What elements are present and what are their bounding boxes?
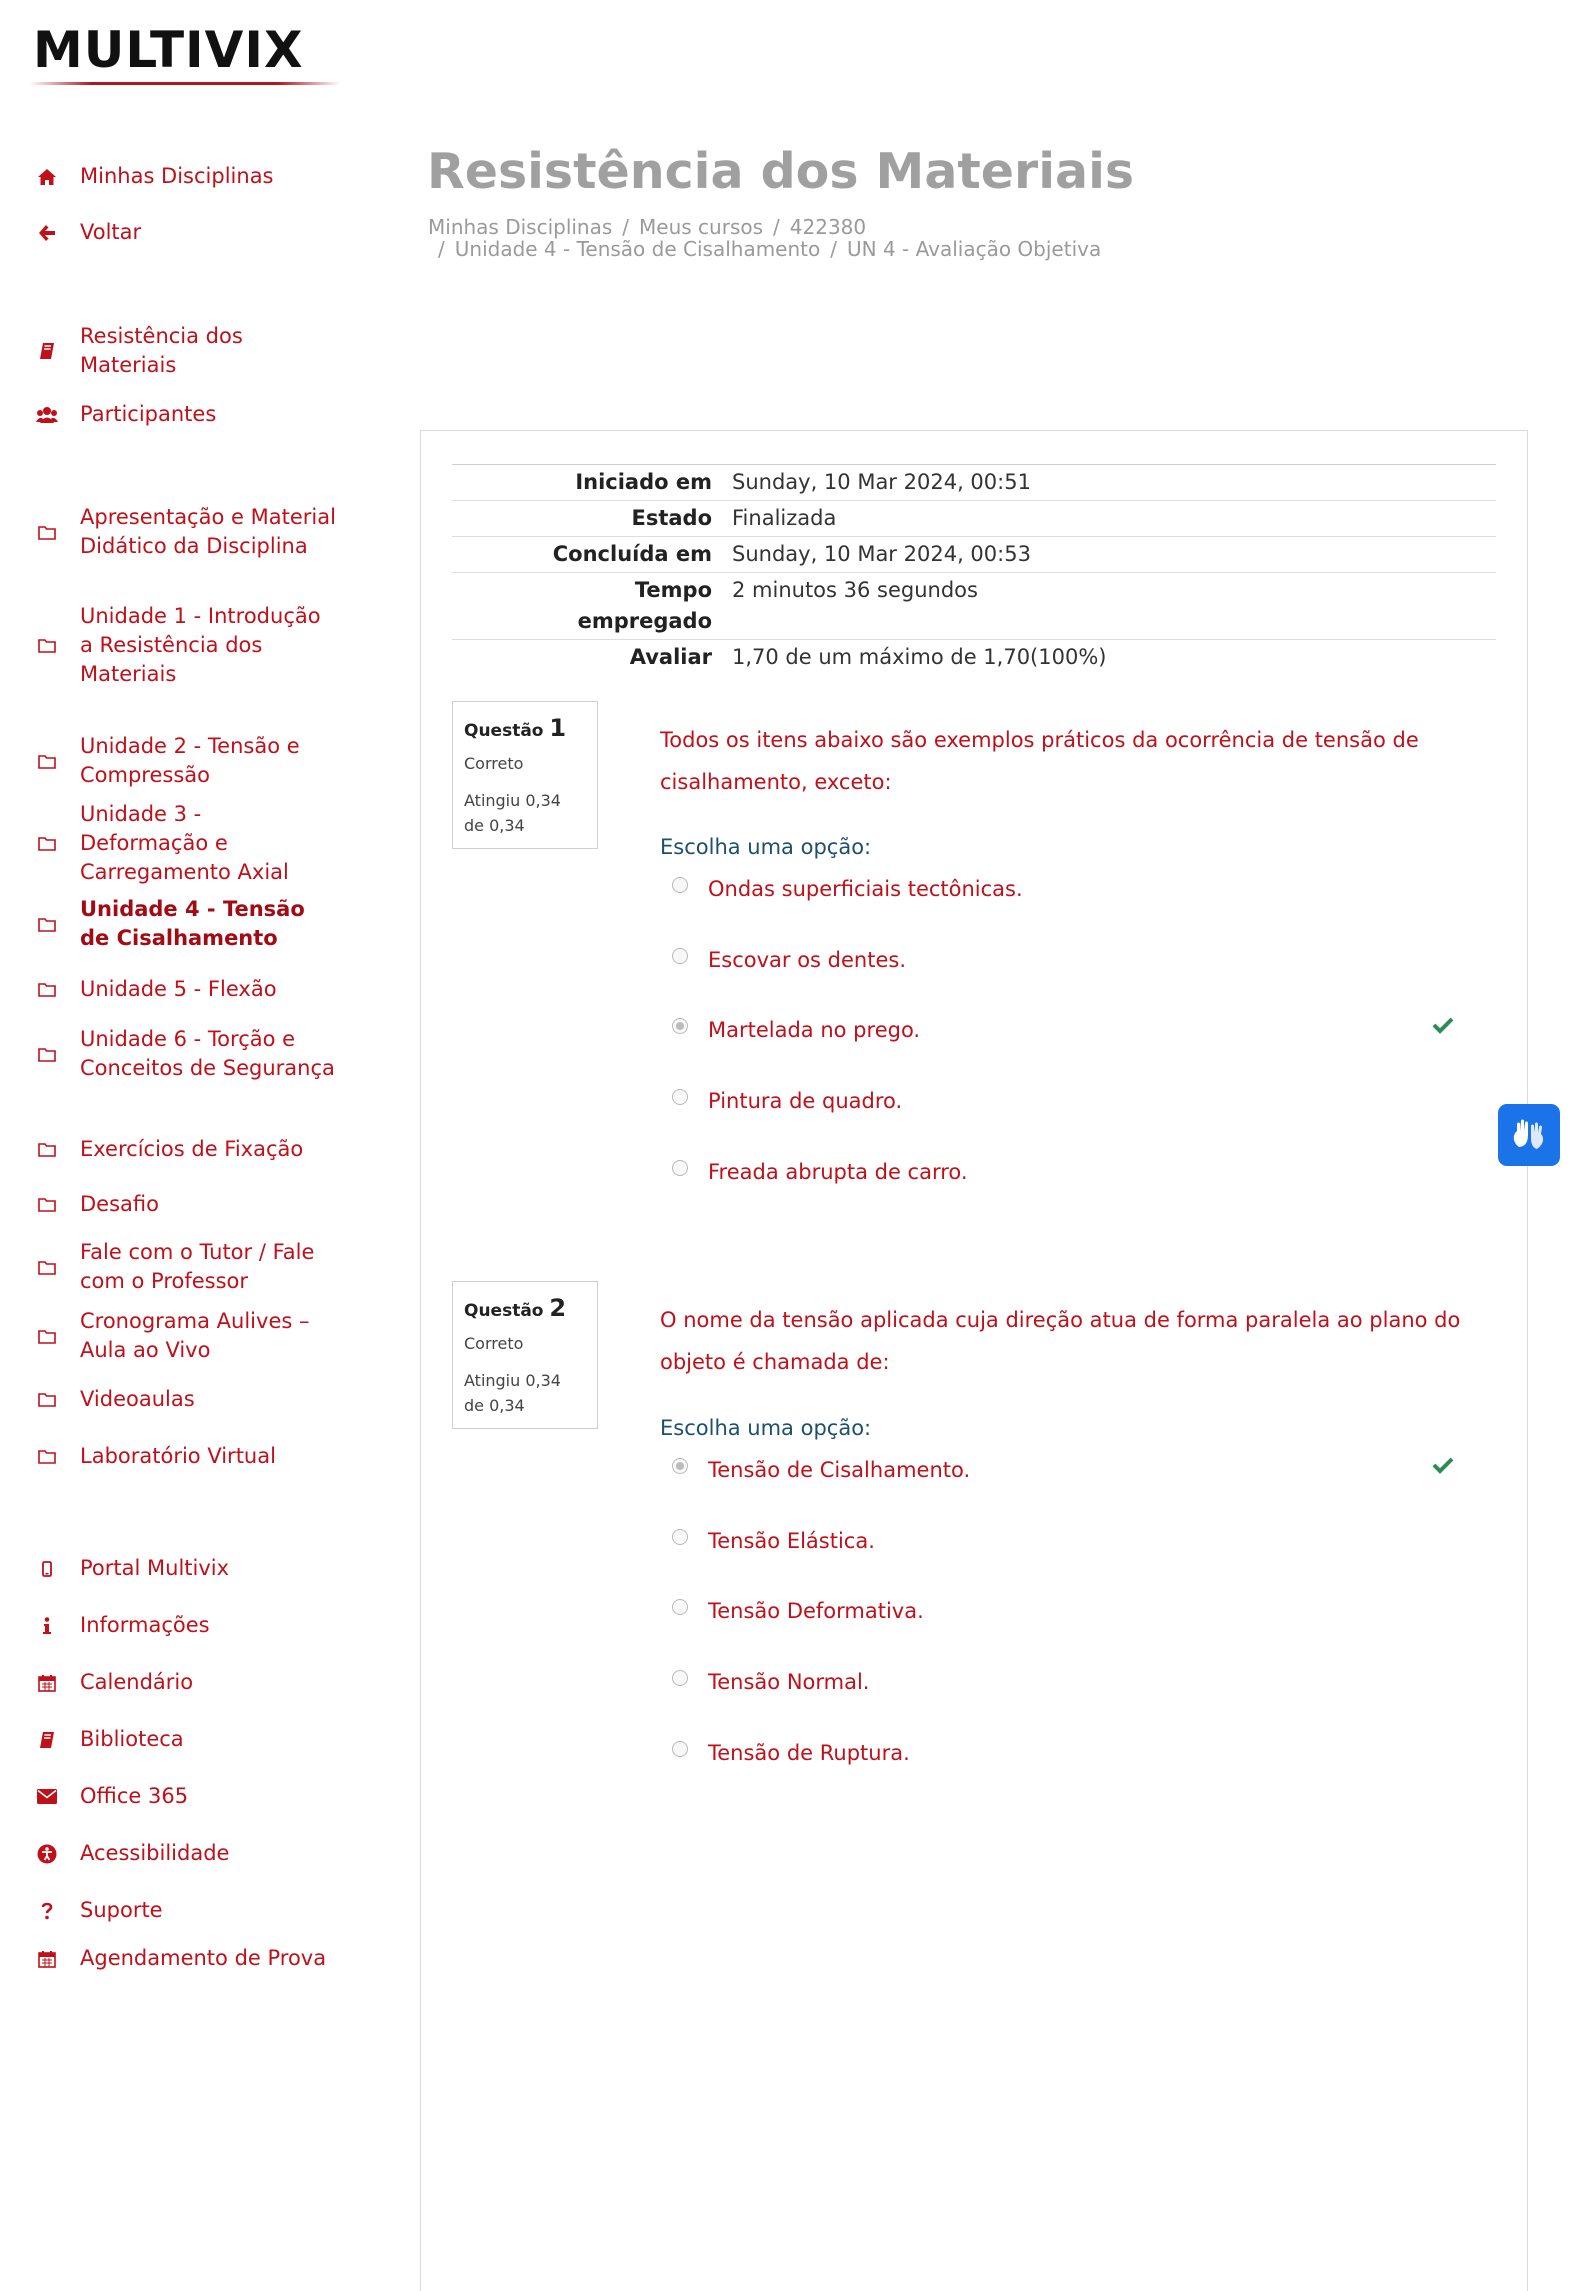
- answer-text: Pintura de quadro.: [708, 1089, 903, 1113]
- folder-icon: [36, 521, 58, 543]
- users-icon: [36, 404, 58, 426]
- sidebar-item-label: Agendamento de Prova: [80, 1946, 327, 1970]
- breadcrumb-item[interactable]: Meus cursos: [639, 215, 764, 239]
- sidebar-item-link-6[interactable]: [36, 1896, 336, 1925]
- sidebar-item-link-1[interactable]: [36, 1611, 336, 1640]
- answer-option[interactable]: [672, 1670, 869, 1694]
- correct-check-icon: [1432, 1456, 1454, 1478]
- sidebar-item-section-9[interactable]: [36, 1238, 336, 1296]
- sidebar-item-section-5[interactable]: [36, 975, 336, 1004]
- hands-icon: [1509, 1117, 1549, 1153]
- sidebar-item-label: Desafio: [80, 1192, 159, 1216]
- radio-button[interactable]: [672, 1089, 688, 1105]
- folder-icon: [36, 979, 58, 1001]
- answer-text: Tensão Normal.: [708, 1670, 870, 1694]
- question-label: Questão: [464, 721, 544, 741]
- answer-option[interactable]: [672, 948, 906, 972]
- book-icon: [36, 340, 58, 362]
- summary-key: Tempo empregado: [452, 573, 732, 640]
- sidebar-item-label: Laboratório Virtual: [80, 1444, 276, 1468]
- sidebar-item-course[interactable]: [36, 322, 336, 380]
- sidebar-item-label: Unidade 6 - Torção e Conceitos de Segurança: [80, 1027, 335, 1080]
- question-label: Questão: [464, 1301, 544, 1321]
- sidebar-item-section-0[interactable]: [36, 503, 336, 561]
- question-number: [464, 714, 566, 742]
- sidebar-item-link-5[interactable]: [36, 1839, 336, 1868]
- sidebar-item-label: Office 365: [80, 1784, 189, 1808]
- sidebar-item-link-4[interactable]: [36, 1782, 336, 1811]
- sidebar-item-link-2[interactable]: [36, 1668, 336, 1697]
- radio-button[interactable]: [672, 948, 688, 964]
- breadcrumb-item[interactable]: 422380: [789, 215, 867, 239]
- answer-option[interactable]: [672, 1018, 920, 1042]
- summary-row: [452, 465, 1496, 501]
- radio-button[interactable]: [672, 877, 688, 893]
- question-state: Correto: [464, 754, 524, 773]
- folder-icon: [36, 1139, 58, 1161]
- radio-button[interactable]: [672, 1741, 688, 1757]
- folder-icon: [36, 750, 58, 772]
- sidebar-item-section-12[interactable]: [36, 1442, 336, 1471]
- sidebar-item-label: Unidade 4 - Tensão de Cisalhamento: [80, 897, 305, 950]
- question-num: 1: [549, 714, 567, 742]
- folder-icon: [36, 1389, 58, 1411]
- breadcrumb-item[interactable]: UN 4 - Avaliação Objetiva: [847, 237, 1102, 261]
- sidebar-item-section-8[interactable]: [36, 1190, 336, 1219]
- sidebar-item-minhas-disciplinas[interactable]: [36, 162, 336, 191]
- answer-option[interactable]: [672, 1741, 910, 1765]
- question-icon: [36, 1900, 58, 1922]
- answer-text: Martelada no prego.: [708, 1018, 921, 1042]
- answer-text: Tensão de Ruptura.: [708, 1741, 910, 1765]
- breadcrumb-item[interactable]: Minhas Disciplinas: [428, 215, 613, 239]
- sidebar-item-label: Fale com o Tutor / Fale com o Professor: [80, 1240, 315, 1293]
- sidebar-item-label: Biblioteca: [80, 1727, 184, 1751]
- calendar-icon: [36, 1948, 58, 1970]
- sidebar-item-label: Cronograma Aulives – Aula ao Vivo: [80, 1309, 310, 1362]
- folder-icon: [36, 833, 58, 855]
- sidebar-item-label: Apresentação e Material Didático da Disciplina: [80, 505, 336, 558]
- summary-row: [452, 537, 1496, 573]
- sidebar-item-label: Unidade 1 - Introdução a Resistência dos Materiais: [80, 604, 321, 686]
- sidebar-item-label: Acessibilidade: [80, 1841, 230, 1865]
- radio-button[interactable]: [672, 1670, 688, 1686]
- answer-text: Tensão de Cisalhamento.: [708, 1458, 971, 1482]
- page-title: Resistência dos Materiais: [427, 143, 1135, 200]
- summary-row: [452, 573, 1496, 640]
- info-icon: [36, 1615, 58, 1637]
- summary-value: 1,70 de um máximo de 1,70(100%): [732, 640, 1496, 676]
- folder-icon: [36, 1446, 58, 1468]
- sidebar-item-section-6[interactable]: [36, 1025, 336, 1083]
- sidebar-item-participantes[interactable]: [36, 400, 336, 429]
- mobile-icon: [36, 1558, 58, 1580]
- radio-button[interactable]: [672, 1599, 688, 1615]
- question-grade: Atingiu 0,34 de 0,34: [464, 791, 561, 835]
- answer-text: Tensão Elástica.: [708, 1529, 875, 1553]
- summary-row: [452, 640, 1496, 676]
- sidebar-item-link-0[interactable]: [36, 1554, 336, 1583]
- sidebar-item-label: Suporte: [80, 1898, 163, 1922]
- question-1-prompt: Escolha uma opção:: [660, 835, 872, 859]
- answer-text: Freada abrupta de carro.: [708, 1160, 968, 1184]
- arrow-left-icon: [36, 222, 58, 244]
- sidebar-item-voltar[interactable]: [36, 218, 336, 247]
- folder-icon: [36, 1256, 58, 1278]
- envelope-icon: [36, 1786, 58, 1808]
- sidebar-item-section-10[interactable]: [36, 1307, 336, 1365]
- summary-value: 2 minutos 36 segundos: [732, 573, 1496, 640]
- radio-button[interactable]: [672, 1160, 688, 1176]
- sidebar-item-label: Resistência dos Materiais: [80, 324, 243, 377]
- book-icon: [36, 1729, 58, 1751]
- sidebar-item-label: Informações: [80, 1613, 210, 1637]
- sidebar-item-section-11[interactable]: [36, 1385, 336, 1414]
- question-2-text: O nome da tensão aplicada cuja direção atua de forma paralela ao plano do objeto é chamada de:: [660, 1308, 1461, 1374]
- sidebar-item-label: Videoaulas: [80, 1387, 195, 1411]
- question-number: [464, 1294, 566, 1322]
- question-grade: Atingiu 0,34 de 0,34: [464, 1371, 561, 1415]
- correct-check-icon: [1432, 1016, 1454, 1038]
- sidebar-item-label: Exercícios de Fixação: [80, 1137, 304, 1161]
- folder-icon: [36, 635, 58, 657]
- answer-text: Tensão Deformativa.: [708, 1599, 924, 1623]
- sidebar-item-link-7[interactable]: [36, 1944, 336, 1973]
- home-icon: [36, 166, 58, 188]
- folder-icon: [36, 1194, 58, 1216]
- summary-key: Concluída em: [452, 537, 732, 573]
- sidebar-item-label: Calendário: [80, 1670, 194, 1694]
- question-2-prompt: Escolha uma opção:: [660, 1416, 872, 1440]
- sidebar-item-section-4[interactable]: [36, 895, 336, 953]
- sidebar-item-section-2[interactable]: [36, 732, 336, 790]
- folder-icon: [36, 1043, 58, 1065]
- answer-option[interactable]: [672, 1160, 968, 1184]
- answer-option[interactable]: [672, 877, 1023, 901]
- accessibility-icon: [36, 1843, 58, 1865]
- libras-accessibility-button[interactable]: [1498, 1104, 1560, 1166]
- sidebar-item-label: Voltar: [80, 220, 142, 244]
- summary-key: Estado: [452, 501, 732, 537]
- summary-value: Sunday, 10 Mar 2024, 00:51: [732, 465, 1496, 501]
- sidebar-item-section-1[interactable]: [36, 602, 336, 689]
- breadcrumb-item[interactable]: Unidade 4 - Tensão de Cisalhamento: [454, 237, 821, 261]
- answer-option[interactable]: [672, 1529, 875, 1553]
- folder-icon: [36, 1325, 58, 1347]
- sidebar-item-label: Unidade 2 - Tensão e Compressão: [80, 734, 300, 787]
- multivix-logo[interactable]: [33, 20, 340, 85]
- calendar-icon: [36, 1672, 58, 1694]
- radio-button[interactable]: [672, 1529, 688, 1545]
- sidebar-item-label: Participantes: [80, 402, 217, 426]
- logo-underline: [30, 82, 340, 85]
- attempt-summary-table: [452, 464, 1496, 675]
- radio-button[interactable]: [672, 1018, 688, 1034]
- question-state: Correto: [464, 1334, 524, 1353]
- answer-option[interactable]: [672, 1458, 970, 1482]
- summary-key: Iniciado em: [452, 465, 732, 501]
- sidebar-item-label: Unidade 5 - Flexão: [80, 977, 277, 1001]
- answer-option[interactable]: [672, 1089, 902, 1113]
- question-2-info: [452, 1281, 598, 1429]
- sidebar-item-link-3[interactable]: [36, 1725, 336, 1754]
- answer-text: Ondas superficiais tectônicas.: [708, 877, 1023, 901]
- sidebar-item-label: Minhas Disciplinas: [80, 164, 274, 188]
- question-num: 2: [549, 1294, 567, 1322]
- radio-button[interactable]: [672, 1458, 688, 1474]
- sidebar-item-section-3[interactable]: [36, 800, 336, 887]
- summary-value: Sunday, 10 Mar 2024, 00:53: [732, 537, 1496, 573]
- summary-key: Avaliar: [452, 640, 732, 676]
- question-1-text: Todos os itens abaixo são exemplos práticos da ocorrência de tensão de cisalhamento, exceto:: [660, 728, 1419, 794]
- sidebar-item-section-7[interactable]: [36, 1135, 336, 1164]
- summary-row: [452, 501, 1496, 537]
- folder-icon: [36, 913, 58, 935]
- sidebar-item-label: Unidade 3 - Deformação e Carregamento Axial: [80, 802, 289, 884]
- breadcrumb: Minhas Disciplinas / Meus cursos / 422380 / Unidade 4 - Tensão de Cisalhamento / UN 4 - Avaliação Objetiva: [428, 215, 1102, 261]
- answer-option[interactable]: [672, 1599, 924, 1623]
- question-1-info: [452, 701, 598, 849]
- logo-text: MULTIVIX: [33, 21, 304, 79]
- sidebar-item-label: Portal Multivix: [80, 1556, 230, 1580]
- summary-value: Finalizada: [732, 501, 1496, 537]
- answer-text: Escovar os dentes.: [708, 948, 907, 972]
